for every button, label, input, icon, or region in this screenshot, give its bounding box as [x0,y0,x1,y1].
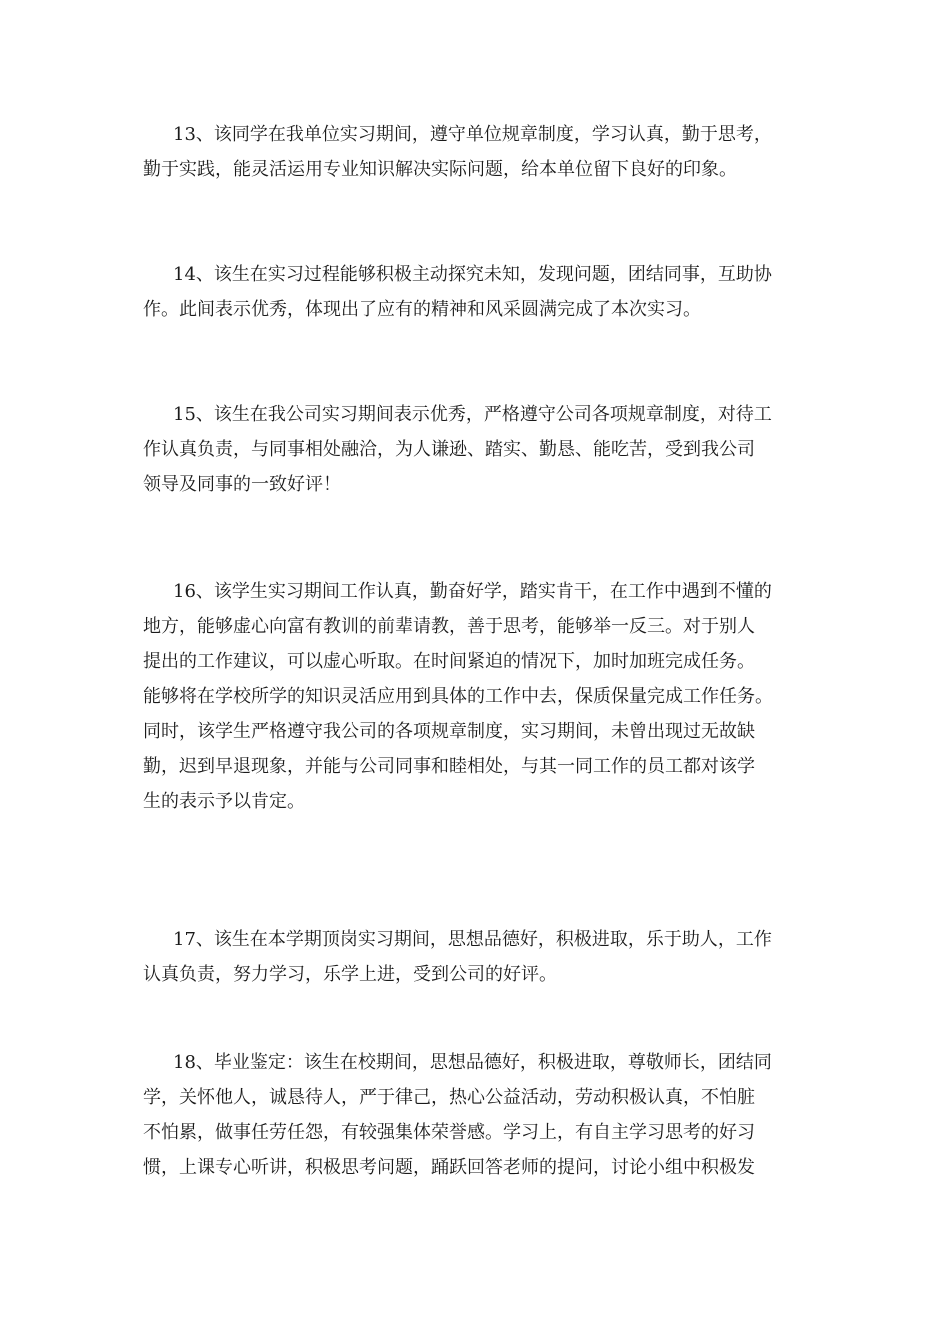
paragraph-line: 17、该生在本学期顶岗实习期间，思想品德好，积极进取，乐于助人，工作 [173,929,772,950]
paragraph-line: 18、毕业鉴定：该生在校期间，思想品德好，积极进取，尊敬师长，团结同 [173,1052,772,1073]
paragraph-line: 惯，上课专心听讲，积极思考问题，踊跃回答老师的提问，讨论小组中积极发 [143,1157,755,1178]
paragraph-18 [143,1045,807,1185]
paragraph-line: 提出的工作建议，可以虚心听取。在时间紧迫的情况下，加时加班完成任务。 [143,651,755,672]
paragraph-17 [143,922,807,992]
paragraph-line: 作。此间表示优秀，体现出了应有的精神和风采圆满完成了本次实习。 [143,299,701,320]
paragraph-line: 同时，该学生严格遵守我公司的各项规章制度，实习期间，未曾出现过无故缺 [143,721,755,742]
paragraph-line: 不怕累，做事任劳任怨，有较强集体荣誉感。学习上，有自主学习思考的好习 [143,1122,755,1143]
paragraph-14 [143,257,807,327]
paragraph-16 [143,574,807,819]
paragraph-line: 勤于实践，能灵活运用专业知识解决实际问题，给本单位留下良好的印象。 [143,159,737,180]
paragraph-line: 勤，迟到早退现象，并能与公司同事和睦相处，与其一同工作的员工都对该学 [143,756,755,777]
paragraph-13 [143,117,807,187]
paragraph-line: 14、该生在实习过程能够积极主动探究未知，发现问题，团结同事，互助协 [173,264,772,285]
paragraph-15 [143,397,807,502]
paragraph-line: 能够将在学校所学的知识灵活应用到具体的工作中去，保质保量完成工作任务。 [143,686,773,707]
paragraph-line: 学，关怀他人，诚恳待人，严于律己，热心公益活动，劳动积极认真，不怕脏 [143,1087,755,1108]
paragraph-line: 认真负责，努力学习，乐学上进，受到公司的好评。 [143,964,557,985]
paragraph-line: 地方，能够虚心向富有教训的前辈请教，善于思考，能够举一反三。对于别人 [143,616,755,637]
paragraph-line: 16、该学生实习期间工作认真，勤奋好学，踏实肯干，在工作中遇到不懂的 [173,581,772,602]
paragraph-line: 15、该生在我公司实习期间表示优秀，严格遵守公司各项规章制度，对待工 [173,404,772,425]
paragraph-line: 领导及同事的一致好评！ [143,474,341,495]
paragraph-line: 13、该同学在我单位实习期间，遵守单位规章制度，学习认真，勤于思考， [173,124,772,145]
paragraph-line: 作认真负责，与同事相处融洽，为人谦逊、踏实、勤恳、能吃苦，受到我公司 [143,439,755,460]
paragraph-line: 生的表示予以肯定。 [143,791,305,812]
